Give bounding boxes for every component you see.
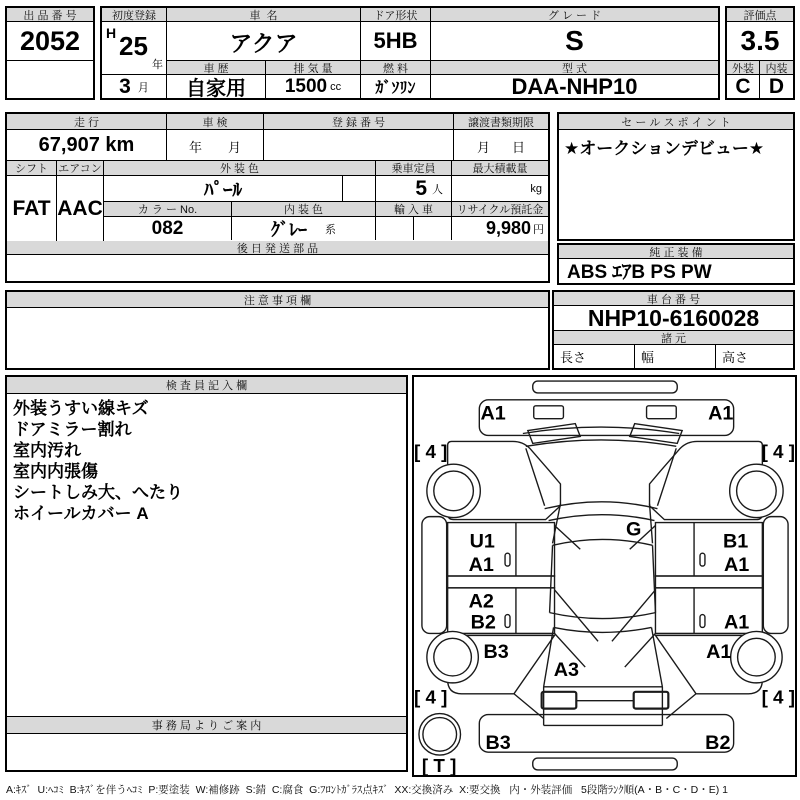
damage-code-left-rear-door-upper: A2 bbox=[468, 590, 494, 613]
inspector-note: 外装うすい線キズ bbox=[13, 399, 149, 418]
displacement-number: 1500 bbox=[284, 75, 328, 97]
genuine-equipment-box bbox=[557, 243, 795, 285]
damage-code-rear-bumper-left: B3 bbox=[485, 732, 511, 755]
chassis-value: NHP10-6160028 bbox=[554, 306, 793, 331]
inspector-note: ホイールカバー A bbox=[13, 504, 149, 523]
front-wheel-left-inner bbox=[434, 471, 474, 511]
damage-code-left-rear-door: B2 bbox=[470, 611, 496, 634]
inspector-box bbox=[5, 375, 408, 772]
spec-height-label: 高さ bbox=[722, 350, 749, 365]
tire-mark-front-right: [ 4 ] bbox=[761, 441, 795, 463]
car-name-column bbox=[167, 8, 361, 98]
rear-window bbox=[550, 613, 656, 633]
transfer-deadline-value bbox=[454, 130, 548, 160]
damage-code-rear-hatch: A3 bbox=[553, 658, 580, 681]
door-handle-right-rear bbox=[700, 615, 705, 628]
score-label: 評価点 bbox=[727, 8, 793, 22]
door-handle-left-rear bbox=[505, 615, 510, 628]
registration-year: 25 bbox=[119, 31, 148, 61]
door-fuel-column bbox=[361, 8, 431, 98]
grade-label: グ レ ー ド bbox=[431, 8, 718, 22]
import-car-label: 輸 入 車 bbox=[376, 202, 452, 217]
caution-box bbox=[5, 290, 550, 370]
inspector-notes bbox=[7, 394, 406, 716]
spec-length-label: 長さ bbox=[554, 345, 635, 368]
lot-number-box bbox=[5, 6, 95, 100]
interior-color-value bbox=[232, 217, 376, 240]
inspector-label: 検 査 員 記 入 欄 bbox=[7, 377, 406, 394]
history-value: 自家用 bbox=[167, 75, 266, 98]
spare-tire-mark: [ T ] bbox=[421, 754, 457, 775]
model-code-label: 型 式 bbox=[431, 61, 718, 75]
mileage-value: 67,907 km bbox=[7, 130, 167, 160]
sales-point-value: ★オークションデビュー★ bbox=[564, 139, 765, 158]
caution-value bbox=[7, 308, 548, 368]
spec-label: 諸 元 bbox=[554, 331, 793, 345]
first-registration-column bbox=[102, 8, 167, 98]
later-parts-label: 後 日 発 送 部 品 bbox=[7, 241, 548, 255]
exterior-color-value: ﾊﾟｰﾙ bbox=[104, 176, 343, 201]
capacity-label: 乗車定員 bbox=[376, 161, 452, 176]
rear-bumper-strip bbox=[533, 758, 677, 770]
grade-value: S bbox=[431, 22, 718, 61]
rear-bumper bbox=[479, 715, 733, 753]
first-registration-label: 初度登録 bbox=[102, 8, 166, 22]
damage-code-rear-bumper-right: B2 bbox=[705, 732, 731, 755]
damage-code-front-bumper-left: A1 bbox=[480, 402, 506, 425]
damage-diagram-box bbox=[412, 375, 797, 777]
inspector-note: 室内内張傷 bbox=[13, 462, 98, 481]
reg-number-label: 登 録 番 号 bbox=[264, 114, 454, 130]
tire-mark-rear-right: [ 4 ] bbox=[761, 686, 795, 708]
tail-lamp-right bbox=[634, 692, 669, 709]
spec-width-label: 幅 bbox=[635, 345, 716, 368]
damage-code-right-rear-door: A1 bbox=[723, 611, 750, 634]
chassis-box bbox=[552, 290, 795, 370]
aircon-label: エアコン bbox=[57, 161, 104, 176]
transfer-deadline-label: 譲渡書類期限 bbox=[454, 114, 548, 130]
displacement-label: 排 気 量 bbox=[266, 61, 360, 75]
lot-number-value: 2052 bbox=[7, 22, 93, 61]
damage-code-left-rear-fender: B3 bbox=[483, 641, 509, 664]
hood-sides bbox=[526, 448, 676, 505]
max-load-value: kg bbox=[530, 182, 542, 195]
color-no-label: カ ラ ー No. bbox=[104, 202, 232, 217]
chassis-label: 車 台 番 号 bbox=[554, 292, 793, 306]
color-no-value: 082 bbox=[104, 217, 232, 240]
import-car-cell-1 bbox=[376, 217, 414, 240]
model-code-value: DAA-NHP10 bbox=[511, 73, 638, 99]
import-car-cell-2 bbox=[414, 217, 452, 240]
front-bumper bbox=[479, 400, 733, 436]
hood-lamp-right bbox=[630, 424, 682, 444]
headlight-left bbox=[534, 406, 564, 419]
front-wheel-right-inner bbox=[737, 471, 777, 511]
side-sill-right bbox=[763, 517, 788, 634]
interior-grade-value: D bbox=[768, 74, 785, 98]
sales-point-box bbox=[557, 112, 795, 241]
front-bumper-strip bbox=[533, 381, 677, 393]
recycle-deposit-number: 9,980 bbox=[485, 218, 531, 238]
tire-mark-rear-left: [ 4 ] bbox=[414, 686, 448, 708]
damage-code-right-front-door: A1 bbox=[723, 554, 750, 577]
shift-label: シフト bbox=[7, 161, 57, 176]
lot-number-empty-cell bbox=[7, 61, 93, 98]
reg-number-value bbox=[264, 130, 454, 160]
grade-column bbox=[431, 8, 718, 98]
exterior-grade-value: C bbox=[727, 75, 760, 98]
mileage-label: 走 行 bbox=[7, 114, 167, 130]
tail-lamp-left bbox=[542, 692, 577, 709]
displacement-unit: cc bbox=[330, 80, 342, 93]
exterior-color-label: 外 装 色 bbox=[104, 161, 376, 176]
max-load-label: 最大積載量 bbox=[452, 161, 548, 176]
damage-code-right-front-door-upper: B1 bbox=[722, 530, 749, 553]
rear-wheel-right-inner bbox=[738, 638, 776, 676]
score-box bbox=[725, 6, 795, 100]
displacement-value bbox=[266, 75, 360, 98]
capacity-number: 5 bbox=[415, 176, 427, 200]
left-rear-door-panel bbox=[448, 588, 555, 634]
interior-grade-label: 内装 bbox=[760, 61, 793, 75]
left-belt-molding bbox=[448, 576, 555, 588]
inspection-label: 車 検 bbox=[167, 114, 264, 130]
door-handle-left-front bbox=[505, 553, 510, 566]
lot-number-label: 出 品 番 号 bbox=[7, 8, 93, 22]
deadline-day-unit: 日 bbox=[512, 140, 526, 155]
year-unit: 年 bbox=[152, 59, 163, 71]
vehicle-detail-table bbox=[5, 112, 550, 283]
door-shape-label: ドア形状 bbox=[361, 8, 430, 22]
fuel-label: 燃 料 bbox=[361, 61, 430, 75]
later-parts-value bbox=[7, 255, 548, 279]
tire-mark-front-left: [ 4 ] bbox=[414, 441, 448, 463]
recycle-deposit-unit: 円 bbox=[533, 223, 544, 236]
damage-code-windshield: G bbox=[625, 518, 642, 541]
inspection-year-unit: 年 bbox=[188, 140, 202, 155]
inspector-note: シートしみ大、へたり bbox=[13, 483, 183, 502]
capacity-unit: 人 bbox=[432, 183, 443, 196]
genuine-equipment-value: ABS ｴｱB PS PW bbox=[567, 261, 712, 283]
capacity-value bbox=[376, 176, 452, 201]
exterior-color-extra-cell bbox=[343, 176, 376, 201]
office-notice-value bbox=[7, 734, 406, 770]
car-name-label: 車 名 bbox=[167, 8, 360, 22]
exterior-grade-label: 外装 bbox=[727, 61, 760, 75]
interior-color-name: ｸﾞﾚｰ bbox=[271, 219, 307, 240]
side-sill-left bbox=[422, 517, 447, 634]
score-value: 3.5 bbox=[727, 22, 793, 61]
caution-label: 注 意 事 項 欄 bbox=[7, 292, 548, 308]
damage-code-legend: A:ｷｽﾞ U:ﾍｺﾐ B:ｷｽﾞを伴うﾍｺﾐ P:要塗装 W:補修跡 S:錆 C:腐食 G:ﾌﾛﾝﾄｶﾞﾗｽ点ｷｽﾞ XX:交換済み X:要交換 内・外装評価 5段階ﾗﾝｸ順(A・B・C・D・E) 1 bbox=[6, 784, 729, 796]
fuel-value: ｶﾞｿﾘﾝ bbox=[375, 80, 416, 97]
aircon-value: AAC bbox=[57, 176, 104, 241]
rear-wheel-left-inner bbox=[434, 638, 472, 676]
deadline-month-unit: 月 bbox=[476, 140, 490, 155]
damage-code-front-bumper-right: A1 bbox=[708, 402, 734, 425]
sales-point-label: セ ー ル ス ポ イ ン ト bbox=[559, 114, 793, 130]
first-registration-month-cell bbox=[102, 75, 166, 98]
left-front-door-panel bbox=[448, 523, 555, 576]
inspector-note: ドアミラー割れ bbox=[13, 420, 132, 439]
car-diagram bbox=[414, 377, 795, 775]
car-name-value: アクア bbox=[167, 22, 360, 61]
genuine-equipment-label: 純 正 装 備 bbox=[559, 245, 793, 259]
shift-value: FAT bbox=[7, 176, 57, 241]
interior-color-label: 内 装 色 bbox=[232, 202, 376, 217]
inspection-month-unit: 月 bbox=[228, 140, 242, 155]
month-unit: 月 bbox=[137, 81, 149, 94]
damage-code-left-front-door-upper: U1 bbox=[469, 530, 495, 553]
spare-tire-circle-inner bbox=[423, 718, 457, 752]
door-shape-value: 5HB bbox=[361, 22, 430, 61]
door-handle-right-front bbox=[700, 553, 705, 566]
office-notice-label: 事 務 局 よ り ご 案 内 bbox=[7, 716, 406, 734]
registration-month: 3 bbox=[119, 74, 131, 98]
damage-code-left-front-door: A1 bbox=[468, 554, 494, 577]
first-registration-year-cell bbox=[102, 22, 166, 75]
recycle-deposit-label: リサイクル預託金 bbox=[452, 202, 548, 217]
inspection-value bbox=[167, 130, 264, 160]
history-label: 車 歴 bbox=[167, 61, 266, 75]
damage-code-right-rear-fender: A1 bbox=[706, 641, 732, 664]
era-code: H bbox=[106, 25, 117, 41]
right-belt-molding bbox=[655, 576, 762, 588]
recycle-deposit-value bbox=[452, 217, 548, 240]
interior-color-suffix: 系 bbox=[325, 223, 336, 236]
inspector-note: 室内汚れ bbox=[13, 441, 81, 460]
headlight-right bbox=[647, 406, 677, 419]
vehicle-info-table bbox=[100, 6, 720, 100]
